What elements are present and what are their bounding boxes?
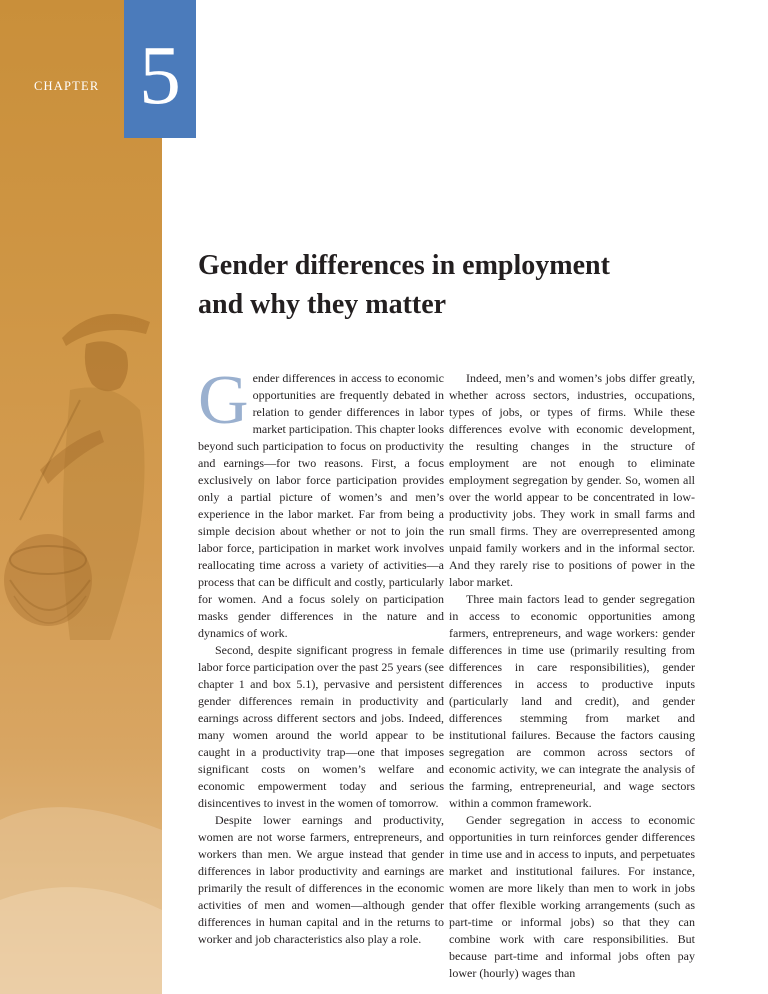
chapter-number-box xyxy=(124,0,196,138)
page-title xyxy=(198,246,718,324)
woman-carrying-basket-photo xyxy=(0,0,162,994)
paragraph-text: ender differences in access to economic opportunities are frequently debated in relation to gender differences in labor market participation. This chapter looks beyond such participation to focus on productivity and earnings—for two reasons. First, a focus exclusively on labor force participation provides only a partial picture of women’s and men’s experience in the labor market. Far from being a simple decision about whether or not to join the labor force, participation in market work involves reallocating time across a variety of activities—a process that can be difficult and costly, particularly for women. And a focus solely on participation masks gender differences in the nature and dynamics of work. xyxy=(198,371,444,640)
paragraph: Indeed, men’s and women’s jobs differ greatly, whether across sectors, industries, occupations, types of jobs, or types of firms. While these differences evolve with economic development, the resulting changes in the structure of employment are not enough to eliminate employment segregation by gender. So, women all over the world appear to be concentrated in low-productivity jobs. They work in small farms and run small firms. They are overrepresented among unpaid family workers and in the informal sector. And they rarely rise to positions of power in the labor market. xyxy=(449,371,695,589)
title-line-1: Gender differences in employment xyxy=(198,250,610,281)
title-line-2: and why they matter xyxy=(198,289,447,320)
paragraph: Despite lower earnings and productivity, women are not worse farmers, entrepreneurs, and workers than men. We argue instead that gender differences in labor productivity and earnings are primarily the result of differences in the economic activities of men and women—although gender differences in human capital and in the returns to worker and job characteristics also play a role. xyxy=(198,813,444,946)
chapter-number: 5 xyxy=(139,29,181,122)
paragraph: Gender segregation in access to economic opportunities in turn reinforces gender differences in time use and in access to inputs, and perpetuates market and institutional failures. For instance, women are more likely than men to work in jobs that offer flexible working arrangements (such as part-time or informal jobs) so that they can combine work with care responsibilities. But because part-time and informal jobs often pay lower (hourly) wages than xyxy=(449,813,695,980)
paragraph xyxy=(198,362,444,642)
chapter-photo-band xyxy=(0,0,162,994)
paragraph: Second, despite significant progress in female labor force participation over the past 25 years (see chapter 1 and box 5.1), pervasive and persistent gender differences remain in productivity and earnings across different sectors and jobs. Indeed, many women around the world appear to be caught in a productivity trap—one that imposes significant costs on women’s welfare and economic empowerment today and serious disincentives to invest in the women of tomorrow. xyxy=(198,643,444,810)
drop-cap: G xyxy=(198,362,249,439)
right-column xyxy=(449,370,695,982)
left-column xyxy=(198,362,444,948)
chapter-label: CHAPTER xyxy=(34,79,100,93)
paragraph: Three main factors lead to gender segregation in access to economic opportunities among farmers, entrepreneurs, and wage workers: gender differences in time use (primarily resulting from differences in care responsibilities), gender differences in access to productive inputs (particularly land and credit), and gender differences stemming from market and institutional failures. Because the factors causing segregation are common across sectors of economic activity, we can integrate the analysis of the farming, entrepreneurial, and wage sectors within a common framework. xyxy=(449,592,695,810)
